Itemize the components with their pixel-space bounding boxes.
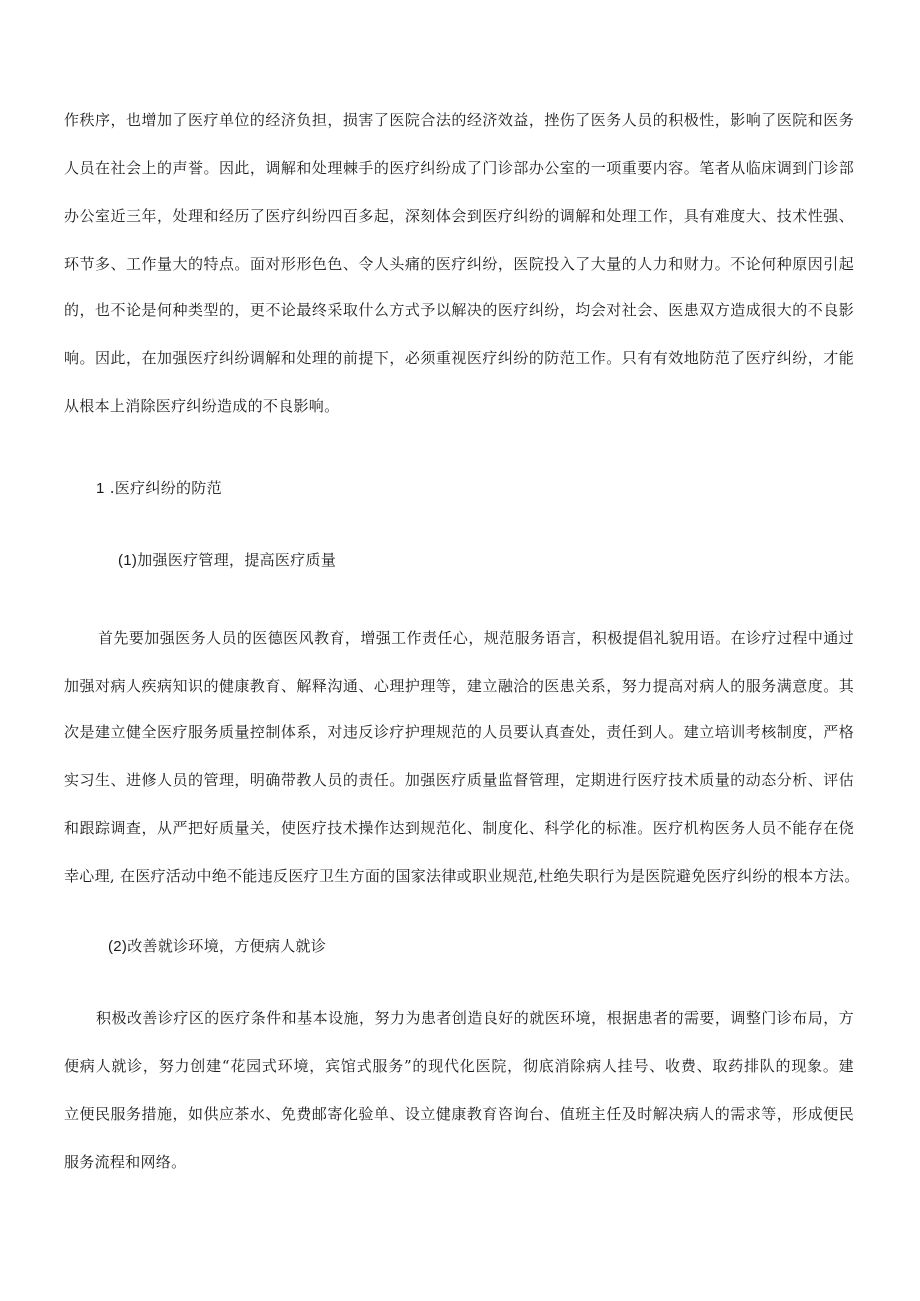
paragraph-1-line: 办公室近三年，处理和经历了医疗纠纷四百多起，深刻体会到医疗纠纷的调解和处理工作，具有难度大、技术性强、 xyxy=(64,207,854,225)
subsection-title: 加强医疗管理，提高医疗质量 xyxy=(137,551,337,569)
paragraph-1-line: 人员在社会上的声誉。因此，调解和处理棘手的医疗纠纷成了门诊部办公室的一项重要内容。笔者从临床调到门诊部 xyxy=(64,159,854,177)
section-title: .医疗纠纷的防范 xyxy=(104,479,222,497)
paragraph-1-line: 响。因此，在加强医疗纠纷调解和处理的前提下，必须重视医疗纠纷的防范工作。只有有效地防范了医疗纠纷，才能 xyxy=(64,349,854,367)
section-number: 1 xyxy=(96,480,105,497)
paragraph-2-line: 实习生、进修人员的管理，明确带教人员的责任。加强医疗质量监督管理，定期进行医疗技术质量的动态分析、评估 xyxy=(64,771,854,789)
subsection-number: (2) xyxy=(108,938,128,955)
paragraph-2-line: 和跟踪调查，从严把好质量关，使医疗技术操作达到规范化、制度化、科学化的标准。医疗机构医务人员不能存在侥 xyxy=(64,819,854,837)
subsection-heading xyxy=(118,550,336,571)
paragraph-3-line: 服务流程和网络。 xyxy=(64,1153,187,1171)
paragraph-1-line: 的，也不论是何种类型的，更不论最终采取什么方式予以解决的医疗纠纷，均会对社会、医患双方造成很大的不良影 xyxy=(64,301,854,319)
paragraph-3-line: 立便民服务措施，如供应茶水、免费邮寄化验单、设立健康教育咨询台、值班主任及时解决病人的需求等，形成便民 xyxy=(64,1105,854,1123)
paragraph-2-line: 次是建立健全医疗服务质量控制体系，对违反诊疗护理规范的人员要认真查处，责任到人。建立培训考核制度，严格 xyxy=(64,723,854,741)
paragraph-1-line: 环节多、工作量大的特点。面对形形色色、令人头痛的医疗纠纷，医院投入了大量的人力和财力。不论何种原因引起 xyxy=(64,255,854,273)
subsection-number: (1) xyxy=(118,552,138,569)
paragraph-2-line: 首先要加强医务人员的医德医风教育，增强工作责任心，规范服务语言，积极提倡礼貌用语。在诊疗过程中通过 xyxy=(98,629,854,647)
subsection-title: 改善就诊环境，方便病人就诊 xyxy=(127,937,327,955)
paragraph-2-line: 加强对病人疾病知识的健康教育、解释沟通、心理护理等，建立融洽的医患关系，努力提高对病人的服务满意度。其 xyxy=(64,677,854,695)
paragraph-1-line: 作秩序，也增加了医疗单位的经济负担，损害了医院合法的经济效益，挫伤了医务人员的积极性，影响了医院和医务 xyxy=(64,111,854,129)
paragraph-2-line: 幸心理, 在医疗活动中绝不能违反医疗卫生方面的国家法律或职业规范,杜绝失职行为是医院避免医疗纠纷的根本方法。 xyxy=(64,867,860,885)
section-heading xyxy=(96,478,222,499)
paragraph-3-line: 便病人就诊，努力创建“花园式环境，宾馆式服务”的现代化医院，彻底消除病人挂号、收费、取药排队的现象。建 xyxy=(64,1057,854,1075)
paragraph-1-line: 从根本上消除医疗纠纷造成的不良影响。 xyxy=(64,397,340,415)
paragraph-3-line: 积极改善诊疗区的医疗条件和基本设施，努力为患者创造良好的就医环境，根据患者的需要，调整门诊布局，方 xyxy=(96,1009,854,1027)
subsection-heading xyxy=(108,936,326,957)
